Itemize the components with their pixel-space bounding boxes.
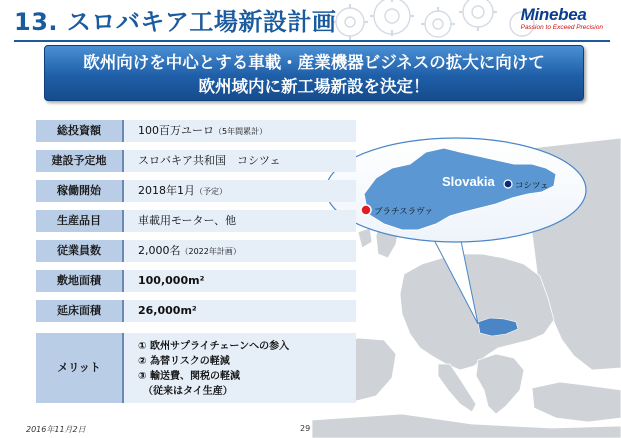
row-label: 稼働開始	[36, 180, 124, 202]
page-number: 29	[300, 424, 311, 433]
row-value	[124, 210, 356, 232]
bratislava-marker	[361, 205, 371, 215]
slide-title: 13. スロバキア工場新設計画	[14, 8, 337, 36]
row-note: （2022年計画）	[180, 247, 241, 256]
row-label: 延床面積	[36, 300, 124, 322]
merit-item: ③ 輸送費、関税の軽減	[138, 371, 240, 382]
merit-label: メリット	[36, 333, 124, 403]
kosice-label: コシツェ	[515, 181, 549, 191]
country-label: Slovakia	[442, 174, 495, 189]
row-value	[124, 180, 356, 202]
logo-name: Minebea	[520, 5, 587, 24]
row-value-text: 100,000m²	[138, 274, 205, 287]
merit-item: ① 欧州サプライチェーンへの参入	[138, 341, 290, 352]
logo-tagline: Passion to Exceed Precision	[520, 24, 603, 31]
merit-list	[124, 333, 356, 403]
row-value-text: 2018年1月	[138, 184, 195, 197]
banner-line-2: 欧州域内に新工場新設を決定！	[198, 77, 430, 96]
minebea-logo	[521, 6, 603, 32]
row-label: 従業員数	[36, 240, 124, 262]
banner-line-1: 欧州向けを中心とする車載・産業機器ビジネスの拡大に向けて	[83, 53, 545, 72]
row-label: 敷地面積	[36, 270, 124, 292]
row-value-text: 100百万ユーロ	[138, 124, 214, 137]
header-divider	[14, 40, 610, 42]
merit-item: ② 為替リスクの軽減	[138, 356, 230, 367]
row-note: （5年間累計）	[214, 127, 268, 136]
row-value	[124, 300, 356, 322]
row-value	[124, 240, 356, 262]
row-value-text: スロバキア共和国 コシツェ	[138, 154, 281, 167]
row-label: 生産品目	[36, 210, 124, 232]
row-value-text: 26,000m²	[138, 304, 197, 317]
row-label: 総投資額	[36, 120, 124, 142]
row-note: （予定）	[195, 187, 227, 196]
row-value	[124, 120, 356, 142]
footer-date: 2016年11月2日	[26, 425, 86, 434]
row-value	[124, 270, 356, 292]
headline-banner	[44, 45, 584, 101]
row-value-text: 2,000名	[138, 244, 181, 257]
row-value-text: 車載用モーター、他	[138, 214, 237, 227]
merit-item: （従来はタイ生産）	[138, 386, 233, 397]
slide-header	[0, 0, 621, 40]
row-value	[124, 150, 356, 172]
row-label: 建設予定地	[36, 150, 124, 172]
kosice-marker	[504, 180, 512, 188]
bratislava-label: ブラチスラヴァ	[374, 207, 434, 217]
